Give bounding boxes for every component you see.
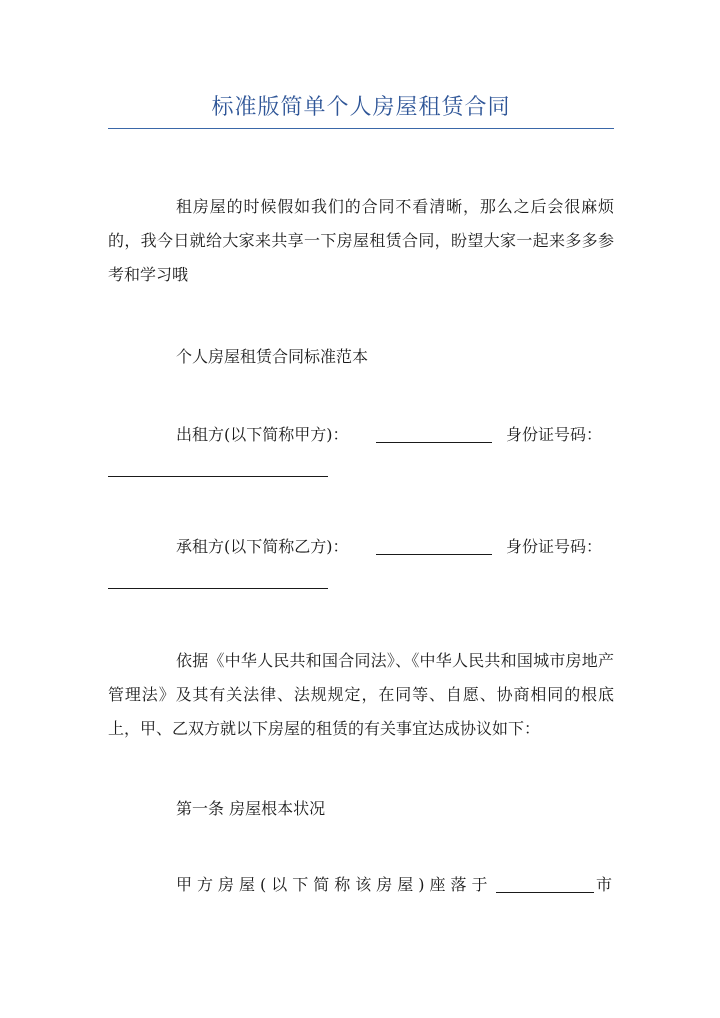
- lessee-name-blank: [376, 554, 492, 555]
- article1-text: 甲方房屋(以下简称该房屋)座落于: [176, 875, 493, 894]
- lessor-id-blank: [108, 476, 328, 477]
- article1-row: [108, 868, 614, 902]
- lessor-label: 出租方(以下简称甲方)：: [176, 425, 349, 444]
- lessee-label: 承租方(以下简称乙方)：: [176, 537, 349, 556]
- lessee-row: [108, 530, 614, 564]
- section-heading: 个人房屋租赁合同标准范本: [176, 347, 369, 366]
- lessor-row: [108, 418, 614, 452]
- lessor-id-row: [108, 452, 614, 486]
- lessee-id-label: 身份证号码：: [506, 537, 603, 556]
- intro-paragraph: 租房屋的时候假如我们的合同不看清晰，那么之后会很麻烦的，我今日就给大家来共享一下房屋租赁合同，盼望大家一起来多多参考和学习哦: [108, 197, 614, 284]
- article1-heading: 第一条 房屋根本状况: [176, 799, 326, 818]
- lessor-name-blank: [376, 442, 492, 443]
- lessee-id-blank: [108, 588, 328, 589]
- lessor-id-label: 身份证号码：: [506, 425, 603, 444]
- legal-basis-paragraph: 依据《中华人民共和国合同法》、《中华人民共和国城市房地产管理法》及其有关法律、法规规定，在同等、自愿、协商相同的根底上，甲、乙双方就以下房屋的租赁的有关事宜达成协议如下：: [108, 651, 614, 738]
- lessee-id-row: [108, 564, 614, 598]
- title-divider: [108, 128, 614, 129]
- location-blank: [496, 892, 594, 893]
- document-title: 标准版简单个人房屋租赁合同: [211, 95, 511, 120]
- article1-suffix: 市: [596, 875, 613, 894]
